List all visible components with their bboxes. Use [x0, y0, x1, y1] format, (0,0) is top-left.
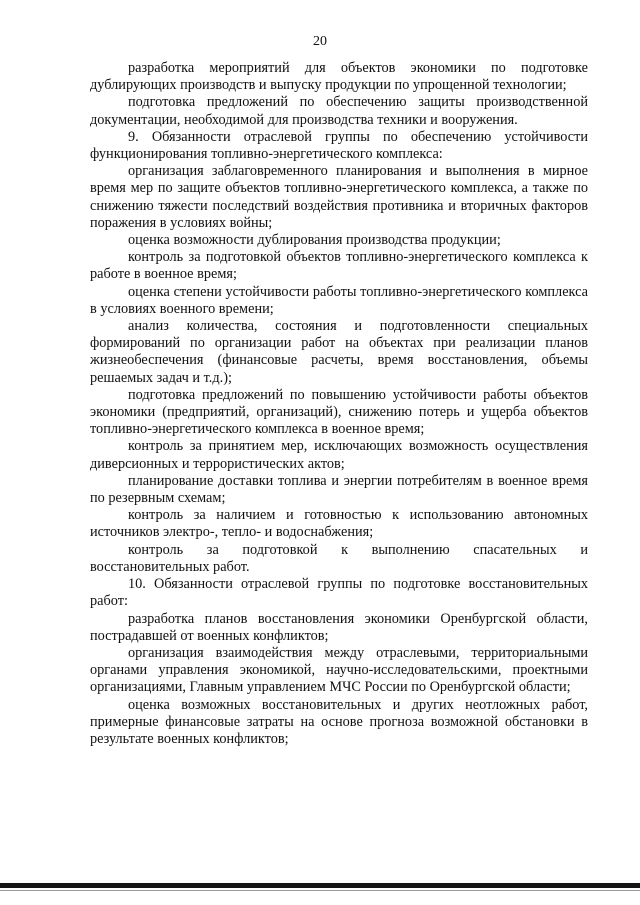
paragraph: контроль за подготовкой объектов топливно-энергетического комплекса к работе в военное время; — [90, 249, 588, 283]
paragraph: оценка возможности дублирования производства продукции; — [128, 232, 501, 249]
page-number: 20 — [313, 34, 327, 49]
paragraph: подготовка предложений по повышению устойчивости работы объектов экономики (предприятий, организаций), снижению потерь и ущерба объектов топливно-энергетического комплекса в военное время; — [90, 386, 588, 438]
paragraph: оценка степени устойчивости работы топливно-энергетического комплекса в условиях военного времени; — [90, 283, 588, 317]
paragraph: организация взаимодействия между отраслевыми, территориальными органами управления экономикой, научно-исследовательскими, проектными организациями, Главным управлением МЧС России по Оренбургской области; — [90, 644, 588, 696]
paragraph: разработка планов восстановления экономики Оренбургской области, пострадавшей от военных конфликтов; — [90, 610, 588, 644]
paragraph: контроль за подготовкой к выполнению спасательных и восстановительных работ. — [90, 541, 588, 575]
paragraph: организация заблаговременного планирования и выполнения в мирное время мер по защите объектов топливно-энергетического комплекса, а также по снижению тяжести последствий воздействия противника и вторичных факторов поражения в условиях войны; — [90, 163, 588, 231]
scan-edge-rule — [0, 883, 640, 888]
paragraph: планирование доставки топлива и энергии потребителям в военное время по резервным схемам; — [90, 472, 588, 507]
document-body — [90, 60, 588, 748]
paragraph: разработка мероприятий для объектов экономики по подготовке дублирующих производств и выпуску продукции по упрощенной технологии; — [90, 60, 588, 94]
paragraph: подготовка предложений по обеспечению защиты производственной документации, необходимой для производства техники и вооружения. — [90, 94, 588, 128]
scan-edge-shadow — [0, 890, 640, 891]
section-heading-10: 10. Обязанности отраслевой группы по подготовке восстановительных работ: — [90, 576, 588, 610]
paragraph: анализ количества, состояния и подготовленности специальных формирований по организации работ на объектах при реализации планов жизнеобеспечения (финансовые расчеты, время восстановления, объемы решаемых задач и т.д.); — [90, 318, 588, 386]
paragraph: контроль за наличием и готовностью к использованию автономных источников электро-, тепло- и водоснабжения; — [90, 507, 588, 541]
section-heading-9: 9. Обязанности отраслевой группы по обеспечению устойчивости функционирования топливно-энергетического комплекса: — [90, 128, 588, 163]
paragraph: оценка возможных восстановительных и других неотложных работ, примерные финансовые затраты на основе прогноза возможной обстановки в результате военных конфликтов; — [90, 696, 588, 747]
paragraph: контроль за принятием мер, исключающих возможность осуществления диверсионных и террористических актов; — [90, 438, 588, 472]
